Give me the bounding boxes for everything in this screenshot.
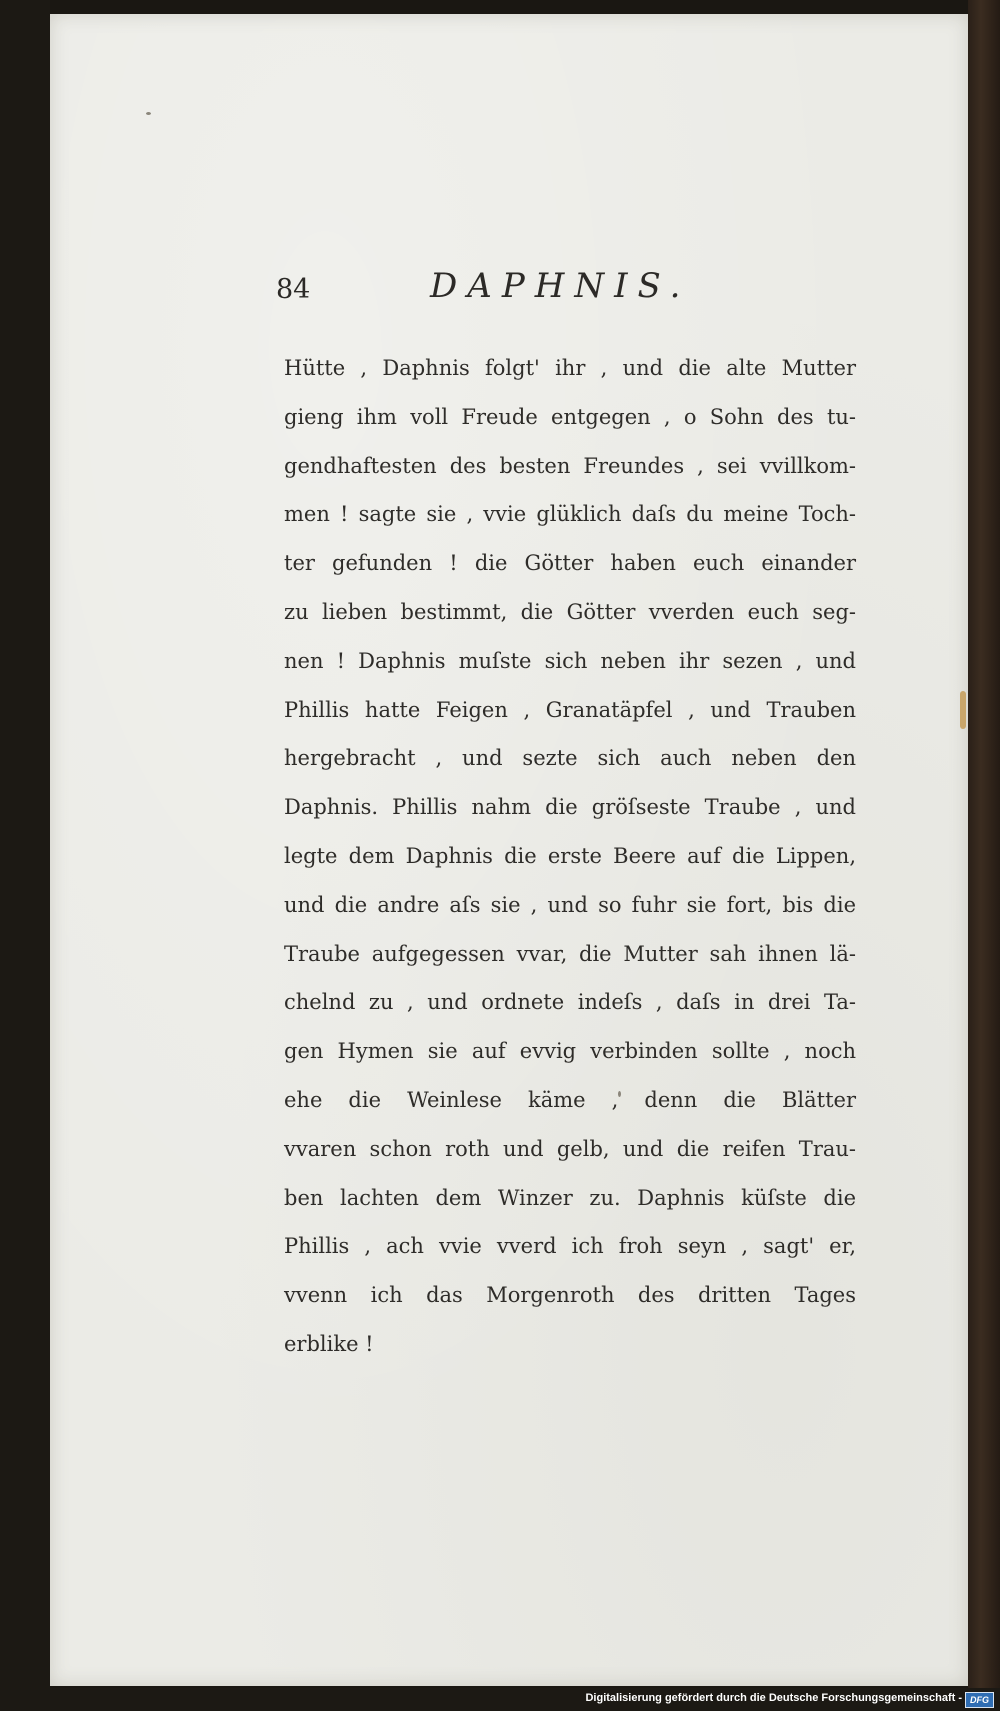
text-line: legte dem Daphnis die erste Beere auf die Lippen, xyxy=(284,843,856,868)
text-line: gen Hymen sie auf evvig verbinden sollte , noch xyxy=(284,1039,856,1064)
paper-speck xyxy=(960,691,966,729)
text-line: Hütte , Daphnis folgt' ihr , und die alte Mutter xyxy=(284,356,856,380)
body-text xyxy=(284,344,856,1369)
text-line: ehe die Weinlese käme , denn die Blätter xyxy=(284,1087,856,1112)
text-line: hergebracht , und sezte sich auch neben den xyxy=(284,746,856,771)
text-line: nen ! Daphnis muſste sich neben ihr sezen , und xyxy=(284,648,856,673)
dfg-logo: DFG xyxy=(965,1692,994,1708)
text-line: erblike ! xyxy=(284,1331,374,1356)
text-line: vvaren schon roth und gelb, und die reifen Trau- xyxy=(284,1136,856,1161)
text-line: Daphnis. Phillis nahm die gröſseste Traube , und xyxy=(284,795,856,820)
text-line: ter gefunden ! die Götter haben euch einander xyxy=(284,551,856,576)
footer-bar xyxy=(0,1688,1000,1711)
right-book-spine xyxy=(968,0,1000,1711)
running-title: DAPHNIS. xyxy=(430,266,691,306)
running-header xyxy=(276,262,696,312)
paper-speck xyxy=(146,112,151,115)
left-cover-edge xyxy=(0,0,50,1711)
text-line: gendhaftesten des besten Freundes , sei vvillkom- xyxy=(284,453,856,478)
text-line: ben lachten dem Winzer zu. Daphnis küſste die xyxy=(284,1185,856,1210)
text-line: Traube aufgegessen vvar, die Mutter sah ihnen lä- xyxy=(284,941,856,966)
funding-credit: Digitalisierung gefördert durch die Deutsche Forschungsgemeinschaft - xyxy=(585,1692,962,1704)
text-line: und die andre aſs sie , und so fuhr sie fort, bis die xyxy=(284,892,856,917)
page-number: 84 xyxy=(276,274,311,305)
text-line: vvenn ich das Morgenroth des dritten Tages xyxy=(284,1283,856,1308)
text-line: Phillis hatte Feigen , Granatäpfel , und Trauben xyxy=(284,697,856,722)
text-line: Phillis , ach vvie vverd ich froh seyn , sagt' er, xyxy=(284,1234,856,1259)
text-line: men ! sagte sie , vvie glüklich daſs du meine Toch- xyxy=(284,502,856,527)
text-line: zu lieben bestimmt, die Götter vverden euch seg- xyxy=(284,599,856,624)
text-line: gieng ihm voll Freude entgegen , o Sohn des tu- xyxy=(284,404,856,429)
text-line: chelnd zu , und ordnete indeſs , daſs in drei Ta- xyxy=(284,990,856,1015)
